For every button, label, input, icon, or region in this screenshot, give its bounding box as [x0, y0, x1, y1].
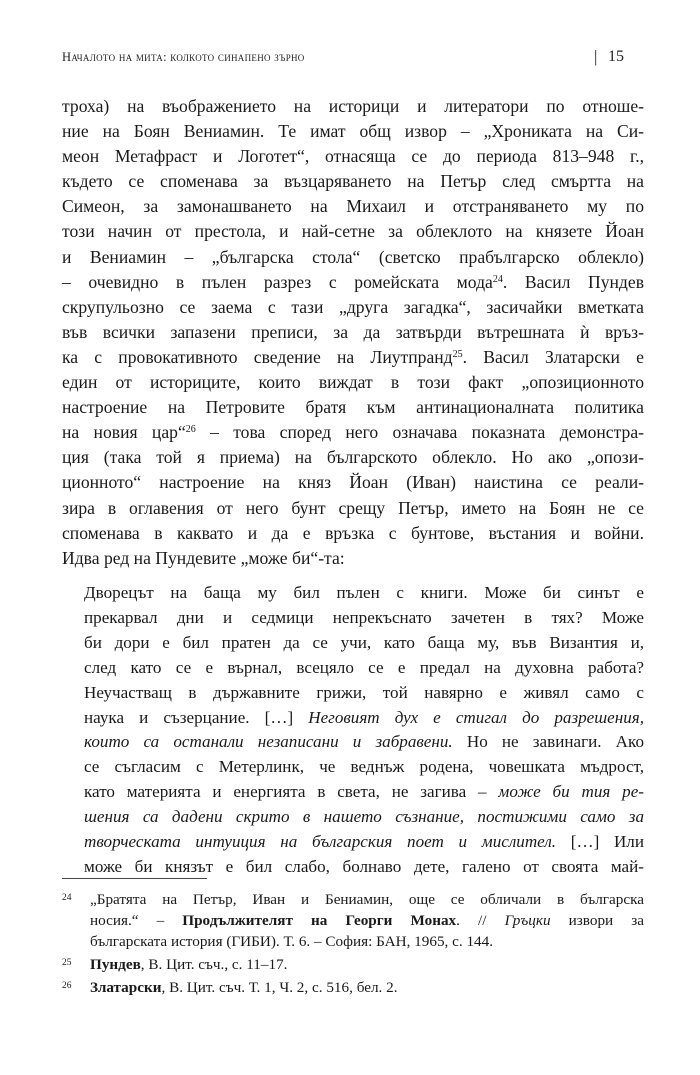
footnote-line: [90, 977, 644, 998]
body-line: споменава в каквато и да е връзка с бунтове, въстания и войни.: [62, 522, 644, 543]
quote-line: Неучастващ в държавните грижи, той навярно е живял само с: [84, 682, 644, 702]
quote-italic-run: които са останали незаписани и забравени.: [84, 732, 453, 752]
footnote-line: [90, 954, 644, 975]
body-line: [62, 270, 644, 295]
footnote-author: Златарски: [90, 979, 162, 996]
footnote-rule: [62, 878, 207, 879]
block-quote: [84, 581, 644, 880]
quote-line: прекарвал дни и седмици непрекъснато зачетен в тях? Може: [84, 607, 644, 627]
body-line: във всички запазени преписи, за да затвърди вътрешната ѝ връз-: [62, 321, 644, 342]
body-line: меон Метафраст и Логотет“, отнасяща се до периода 813–948 г.,: [62, 146, 644, 167]
body-line: троха) на въображението на историци и литератори по отноше-: [62, 96, 644, 116]
footnote-24: [62, 889, 644, 952]
page-number: 15: [608, 48, 624, 65]
quote-line: [84, 830, 644, 855]
running-head: [62, 47, 640, 71]
quote-line: [84, 706, 644, 731]
quote-line: [84, 780, 644, 805]
page-separator: |: [594, 47, 598, 66]
body-text-run: на новия цар“: [62, 422, 186, 443]
footnote-number: 26: [62, 981, 72, 991]
body-text-run: – това според него означава показната демонстра-: [195, 422, 644, 443]
body-line: където се споменава за възцаряването на Петър след смъртта на: [62, 171, 644, 192]
body-line: ционното“ настроение на княз Йоан (Иван) наистина се реали-: [62, 472, 644, 493]
body-line: [62, 345, 644, 370]
footnote-text-run: . //: [456, 912, 505, 929]
quote-line: [84, 805, 644, 830]
body-line: [62, 420, 644, 445]
footnote-text-run: извори за: [550, 912, 644, 929]
footnote-number: 24: [62, 893, 72, 903]
quote-line: Дворецът на баща му бил пълен с книги. Може би синът е: [84, 583, 644, 602]
quote-text-run: като материята и енергията в света, не загива –: [84, 782, 487, 802]
footnote-text-run: , В. Цит. съч., с. 11–17.: [140, 956, 288, 973]
footnote-author: Пундев: [90, 956, 141, 973]
quote-text-run: наука и съзерцание.: [84, 707, 250, 727]
body-text-run: ка с провокативното сведение на Лиутпранд: [62, 346, 453, 367]
quote-line: може би князът е бил слабо, болнаво дете, галено от своята май-: [84, 856, 644, 876]
body-text-run: . Васил Златарски е: [462, 346, 644, 367]
footnote-bold-run: Продължителят на Георги Монах: [182, 912, 457, 929]
body-line: зира в оглавения от него бунт срещу Петър, името на Боян не се: [62, 497, 644, 518]
body-line: настроение на Петровите братя към антинационалната политика: [62, 397, 644, 418]
body-paragraph: [62, 94, 644, 571]
running-title: Началото на мита: колкото синапено зърно: [62, 50, 305, 64]
body-line: един от историците, които виждат в този факт „опозиционното: [62, 372, 644, 393]
body-line: скрупульозно се заема с тази „друга загадка“, засичайки вметката: [62, 296, 644, 317]
footnote-25: [62, 954, 644, 975]
footnote-line: „Братята на Петър, Иван и Бениамин, още се обличали в българска: [90, 891, 644, 908]
quote-line: [84, 730, 644, 755]
footnote-text-run: , В. Цит. съч. Т. 1, Ч. 2, с. 516, бел. 2.: [161, 979, 398, 996]
body-text-run: – очевидно в пълен разрез с ромейската мода: [62, 271, 493, 292]
quote-line: би дори е бил пратен да се учи, като баща му, във Византия и,: [84, 632, 644, 652]
quote-text-run: […] Или: [556, 832, 644, 852]
quote-italic-run: шения са дадени скрито в нашето съзнание, постижими само за: [84, 807, 644, 827]
body-line: Симеон, за замонашването на Михаил и отстраняването му по: [62, 196, 644, 217]
quote-italic-run: творческата интуиция на българския поет и мислител.: [84, 832, 557, 852]
footnote-italic-run: Гръцки: [504, 912, 551, 929]
footnotes: [62, 889, 644, 1000]
footnote-line: българската история (ГИБИ). Т. 6. – София: БАН, 1965, с. 144.: [90, 933, 494, 950]
footnote-26: [62, 977, 644, 998]
quote-ellipsis: […]: [249, 707, 309, 727]
body-line: ция (така той я приема) на българското облекло. Но ако „опози-: [62, 447, 644, 468]
footnote-number: 25: [62, 958, 72, 968]
quote-italic-run: може би тия ре-: [486, 782, 644, 802]
body-line: и Вениамин – „българска стола“ (светско прабългарско облекло): [62, 246, 644, 267]
quote-line: след като се е върнал, всецяло се е предал на духовна работа?: [84, 657, 644, 677]
footnote-ref-26[interactable]: 26: [185, 424, 196, 436]
body-line: ние на Боян Вениамин. Те имат общ извор – „Хрониката на Си-: [62, 121, 644, 142]
body-line: този начин от престола, и най-сетне за облеклото на князете Йоан: [62, 221, 644, 242]
footnote-line: [90, 910, 644, 931]
footnote-text-run: носия.“ –: [90, 912, 183, 929]
body-text-run: . Васил Пундев: [502, 271, 645, 292]
quote-line: се съгласим с Метерлинк, че веднъж родена, човешката мъдрост,: [84, 757, 644, 777]
footnote-ref-24[interactable]: 24: [492, 273, 503, 285]
footnote-ref-25[interactable]: 25: [452, 348, 463, 360]
quote-text-run: Но не завинаги. Ако: [452, 732, 645, 752]
body-line: Идва ред на Пундевите „може би“-та:: [62, 547, 345, 568]
quote-italic-run: Неговият дух е стигал до разрешения,: [308, 707, 644, 727]
